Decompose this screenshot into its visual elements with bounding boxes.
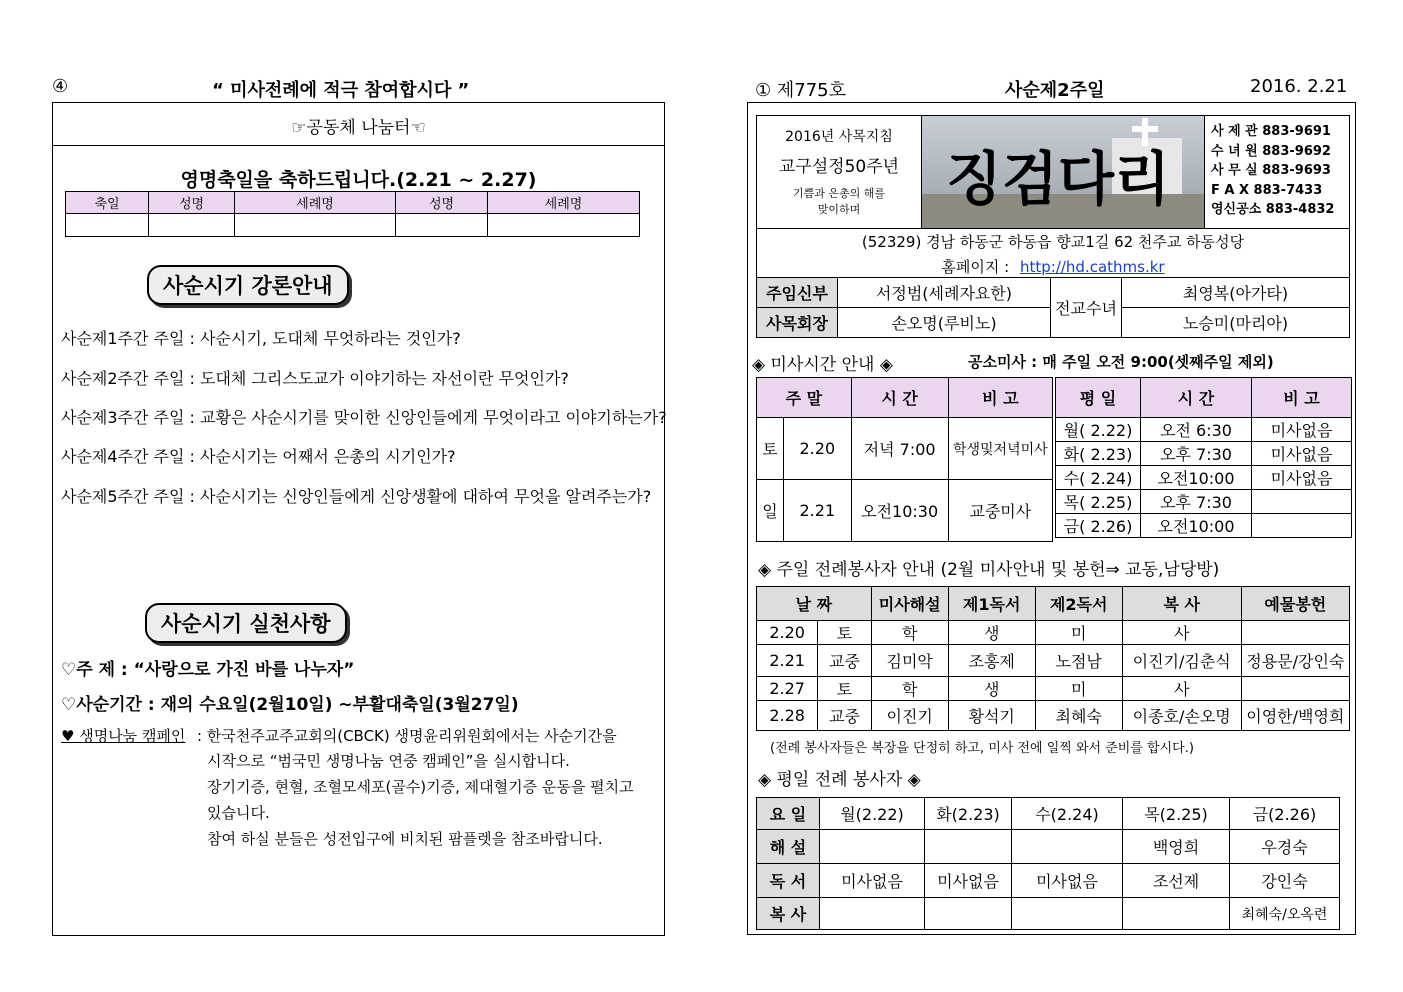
weekday-note: [1252, 490, 1352, 514]
wd-cell: 미사없음: [1012, 864, 1123, 898]
offering: [1241, 621, 1349, 645]
mass-header: 시 간: [851, 378, 948, 418]
weekday-day: 월( 2.22): [1056, 418, 1141, 442]
campaign-line: 시작으로 “범국민 생명나눔 연중 캠페인”을 실시합니다.: [207, 752, 570, 770]
sunday-date: 2.28: [757, 701, 818, 731]
wd-cell: 강인숙: [1230, 864, 1340, 898]
right-page-header: [755, 76, 1355, 102]
campaign-line: : 한국천주교주교회의(CBCK) 생명윤리위원회에서는 사순기간을: [197, 727, 617, 745]
sunday-header: 제1독서: [948, 587, 1035, 621]
feast-header: 성명: [149, 192, 235, 214]
mass-header: 시 간: [1141, 378, 1252, 418]
reader-2: 미: [1035, 677, 1122, 701]
weekend-mass-table: [756, 377, 1053, 542]
mass-date: 2.21: [784, 480, 852, 542]
wd-cell: 미사없음: [820, 864, 925, 898]
reader-2: 미: [1035, 621, 1122, 645]
sunday-header: 예물봉헌: [1241, 587, 1349, 621]
wd-cell: [1123, 898, 1230, 930]
offering: [1241, 677, 1349, 701]
weekday-day: 수( 2.24): [1056, 466, 1141, 490]
reader-1: 조홍제: [948, 645, 1035, 677]
commentator: 학: [871, 621, 948, 645]
campaign-line: 장기기증, 현혈, 조혈모세포(골수)기증, 제대혈기증 운동을 펼치고: [207, 778, 634, 796]
commentator: 이진기: [871, 701, 948, 731]
sister-name: 노승미(마리아): [1122, 308, 1350, 338]
issue-number: ① 제775호: [755, 80, 846, 101]
commentator: 학: [871, 677, 948, 701]
wd-cell: [1012, 830, 1123, 864]
lecture-item: 사순제4주간 주일 : 사순시기는 어째서 은총의 시기인가?: [61, 447, 456, 466]
wd-cell: 백영희: [1123, 830, 1230, 864]
wd-cell: 우경숙: [1230, 830, 1340, 864]
sunday-header: 제2독서: [1035, 587, 1122, 621]
wd-cell: 미사없음: [925, 864, 1012, 898]
weekday-time: 오전 6:30: [1141, 418, 1252, 442]
servers-note: (전례 봉사자들은 복장을 단정히 하고, 미사 전에 일찍 와서 준비를 합시다.): [770, 741, 1194, 756]
staff-table: [756, 277, 1350, 338]
sunday-type: 교중: [818, 701, 871, 731]
church-photo-logo: [921, 116, 1205, 228]
guideline-line: 맞이하며: [817, 203, 861, 216]
campaign-line: 참여 하실 분들은 성전입구에 비치된 팜플렛을 참조바랍니다.: [207, 830, 603, 848]
mass-header: 평 일: [1056, 378, 1141, 418]
server: 이진기/김춘식: [1122, 645, 1241, 677]
weekday-note: 미사없음: [1252, 466, 1352, 490]
weekday-time: 오후 7:30: [1141, 490, 1252, 514]
divider: [53, 145, 664, 146]
reader-2: 최혜숙: [1035, 701, 1122, 731]
wd-cell: [1012, 898, 1123, 930]
wd-header: 금(2.26): [1230, 798, 1340, 830]
sister-label: 전교수녀: [1051, 278, 1122, 338]
wd-header: 요 일: [757, 798, 820, 830]
server: 사: [1122, 621, 1241, 645]
issue-date: 2016. 2.21: [1250, 76, 1348, 97]
reader-2: 노점남: [1035, 645, 1122, 677]
weekday-time: 오전10:00: [1141, 466, 1252, 490]
masthead: [756, 115, 1350, 229]
pastor-name: 서정범(세례자요한): [838, 278, 1051, 308]
wd-cell: [820, 898, 925, 930]
lent-period: ♡사순기간 : 재의 수요일(2월10일) ~부활대축일(3월27일): [61, 695, 519, 715]
reader-1: 생: [948, 677, 1035, 701]
offering: 이영한/백영희: [1241, 701, 1349, 731]
weekday-day: 화( 2.23): [1056, 442, 1141, 466]
wd-role: 해 설: [757, 830, 820, 864]
contacts: [1211, 122, 1334, 220]
feast-header: 축일: [66, 192, 149, 214]
mass-day: 일: [757, 480, 784, 542]
wd-role: 복 사: [757, 898, 820, 930]
commentator: 김미악: [871, 645, 948, 677]
staff-label: 주임신부: [757, 278, 838, 308]
sunday-header: 복 사: [1122, 587, 1241, 621]
mass-note: 교중미사: [948, 480, 1052, 542]
lecture-item: 사순제5주간 주일 : 사순시기는 신앙인들에게 신앙생활에 대하여 무엇을 알려주는가?: [61, 487, 652, 506]
community-title: ☞공동체 나눔터☜: [291, 118, 426, 138]
mass-time: 오전10:30: [851, 480, 948, 542]
sunday-date: 2.20: [757, 621, 818, 645]
weekday-note: 미사없음: [1252, 418, 1352, 442]
lecture-item: 사순제1주간 주일 : 사순시기, 도대체 무엇하라는 것인가?: [61, 329, 461, 348]
sunday-date: 2.21: [757, 645, 818, 677]
sunday-type: 토: [818, 621, 871, 645]
sunday-type: 교중: [818, 645, 871, 677]
contact-line: 사 제 관 883-9691: [1211, 124, 1331, 139]
theme: ♡주 제 : “사랑으로 가진 바를 나누자”: [61, 660, 355, 680]
mass-header: 비 고: [948, 378, 1052, 418]
practice-title: 사순시기 실천사항: [145, 603, 347, 643]
weekday-mass-table: [1055, 377, 1352, 538]
guideline-line: 교구설정50주년: [778, 157, 900, 177]
sunday-servers-title: ◈ 주일 전례봉사자 안내 (2월 미사안내 및 봉헌⇒ 교동,남당방): [758, 560, 1220, 580]
council-name: 손오명(루비노): [838, 308, 1051, 338]
mass-day: 토: [757, 418, 784, 480]
wd-cell: [820, 830, 925, 864]
mass-section-title: ◈ 미사시간 안내 ◈: [752, 355, 893, 375]
feast-header: 성명: [396, 192, 488, 214]
feast-table: [65, 191, 640, 237]
mission-mass-note: 공소미사 : 매 주일 오전 9:00(셋째주일 제외): [968, 353, 1274, 371]
pastoral-guideline: [757, 116, 921, 228]
reader-1: 생: [948, 621, 1035, 645]
contact-line: 수 녀 원 883-9692: [1211, 143, 1331, 159]
lecture-title: 사순시기 강론안내: [147, 265, 349, 305]
staff-label: 사목회장: [757, 308, 838, 338]
weekday-day: 금( 2.26): [1056, 514, 1141, 538]
weekday-time: 오후 7:30: [1141, 442, 1252, 466]
mass-header: 주 말: [757, 378, 852, 418]
mass-note: 학생및저녁미사: [948, 418, 1052, 480]
page-number: ④: [52, 76, 69, 97]
campaign-label: ♥ 생명나눔 캠페인: [61, 727, 186, 745]
weekday-note: 미사없음: [1252, 442, 1352, 466]
guideline-line: 기쁨과 은총의 해를: [792, 187, 885, 200]
sunday-servers-table: [756, 586, 1350, 731]
wd-cell: 최혜숙/오옥련: [1230, 898, 1340, 930]
wd-cell: [925, 898, 1012, 930]
feast-header: 세례명: [488, 192, 640, 214]
wd-header: 목(2.25): [1123, 798, 1230, 830]
guideline-line: 2016년 사목지침: [785, 129, 893, 145]
sister-name: 최영복(아가타): [1122, 278, 1350, 308]
wd-header: 화(2.23): [925, 798, 1012, 830]
mass-time: 저녁 7:00: [851, 418, 948, 480]
left-page-box: [52, 102, 665, 936]
sunday-date: 2.27: [757, 677, 818, 701]
homepage-label: 홈페이지 :: [941, 258, 1010, 276]
wd-header: 월(2.22): [820, 798, 925, 830]
logo-text: 징검다리: [946, 145, 1171, 213]
campaign-line: 있습니다.: [207, 804, 270, 822]
week-title: 사순제2주일: [1005, 80, 1105, 101]
lecture-item: 사순제3주간 주일 : 교황은 사순시기를 맞이한 신앙인들에게 무엇이라고 이야기하는가?: [61, 408, 667, 427]
sunday-header: 미사해설: [871, 587, 948, 621]
left-page-header: [52, 76, 664, 102]
sunday-type: 토: [818, 677, 871, 701]
lecture-item: 사순제2주간 주일 : 도대체 그리스도교가 이야기하는 자선이란 무엇인가?: [61, 369, 569, 388]
motto: “ 미사전례에 적극 참여합시다 ”: [212, 80, 470, 101]
weekday-day: 목( 2.25): [1056, 490, 1141, 514]
weekday-servers-table: [756, 797, 1340, 930]
address: (52329) 경남 하동군 하동읍 향교1길 62 천주교 하동성당: [861, 233, 1245, 251]
mass-header: 비 고: [1252, 378, 1352, 418]
wd-cell: 조선제: [1123, 864, 1230, 898]
wd-cell: [925, 830, 1012, 864]
reader-1: 황석기: [948, 701, 1035, 731]
server: 이종호/손오명: [1122, 701, 1241, 731]
contact-line: F A X 883-7433: [1211, 182, 1323, 198]
weekday-time: 오전10:00: [1141, 514, 1252, 538]
sunday-header: 날 짜: [757, 587, 872, 621]
wd-role: 독 서: [757, 864, 820, 898]
feast-title: 영명축일을 축하드립니다.(2.21 ~ 2.27): [180, 169, 537, 191]
weekday-servers-title: ◈ 평일 전례 봉사자 ◈: [758, 770, 921, 790]
weekday-note: [1252, 514, 1352, 538]
homepage-link[interactable]: http://hd.cathms.kr: [1019, 258, 1165, 276]
address-box: [756, 227, 1350, 278]
offering: 정용문/강인숙: [1241, 645, 1349, 677]
contact-line: 영신공소 883-4832: [1211, 202, 1335, 217]
right-page-box: [747, 102, 1356, 935]
wd-header: 수(2.24): [1012, 798, 1123, 830]
contact-line: 사 무 실 883-9693: [1211, 163, 1331, 178]
feast-header: 세례명: [235, 192, 396, 214]
mass-date: 2.20: [784, 418, 852, 480]
server: 사: [1122, 677, 1241, 701]
